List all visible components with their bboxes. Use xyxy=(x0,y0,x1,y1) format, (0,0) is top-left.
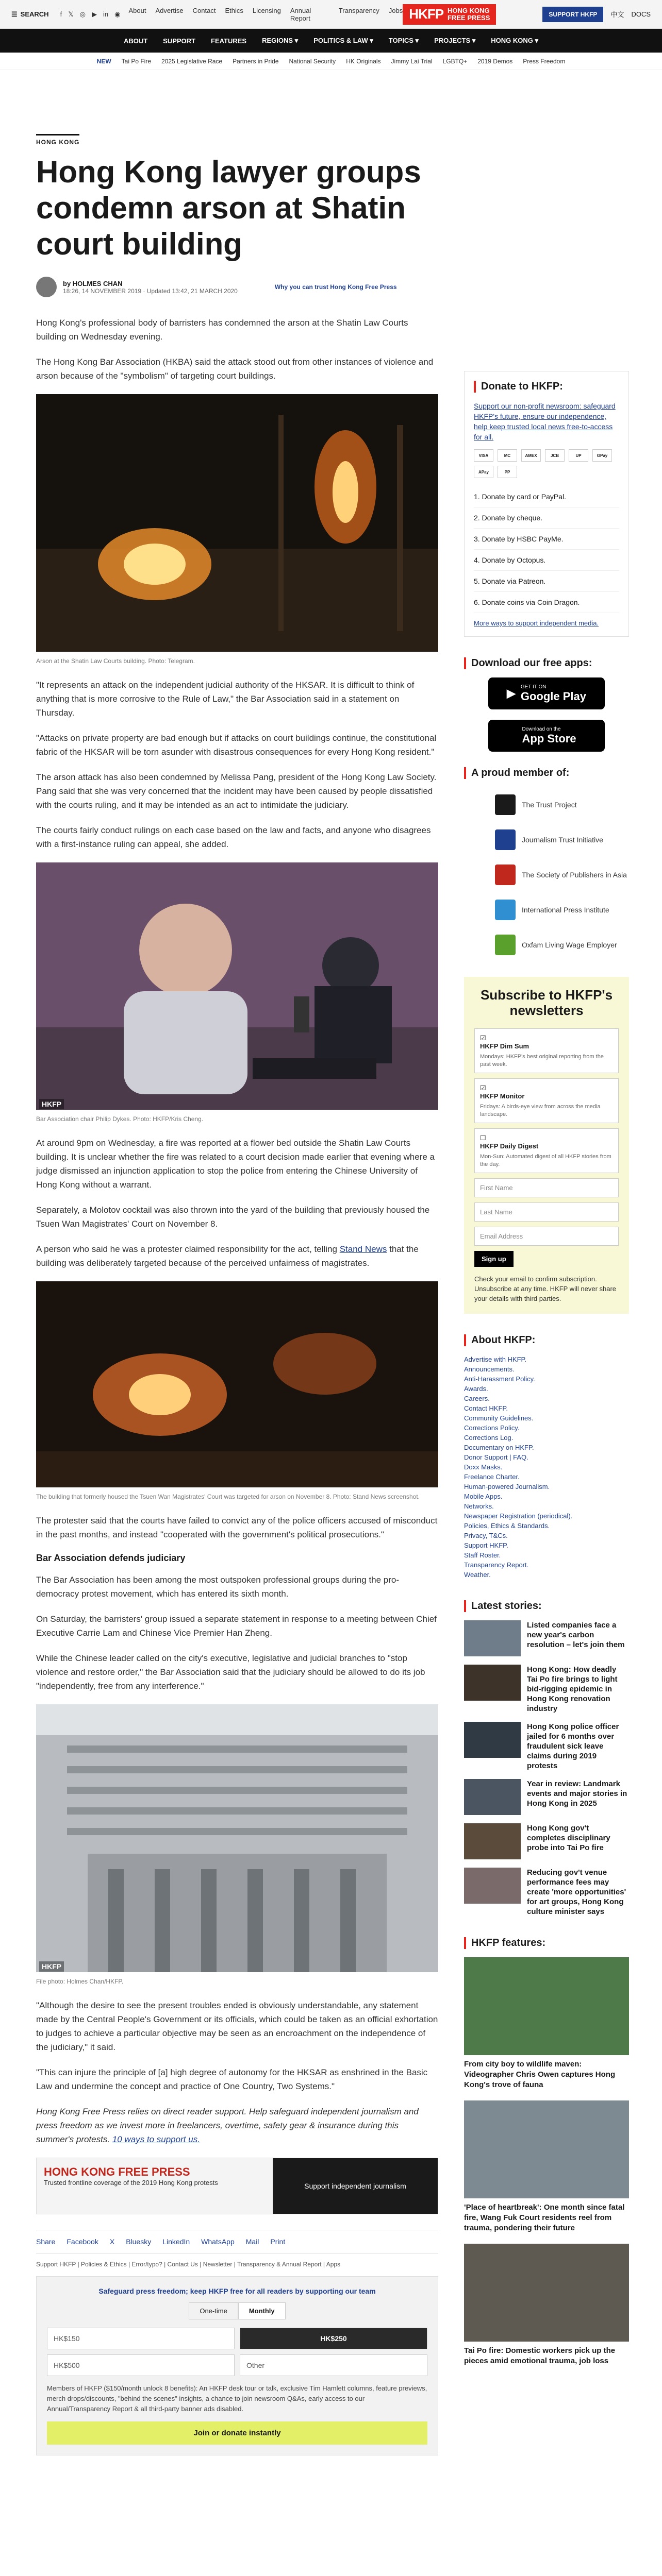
top-link[interactable]: About xyxy=(128,6,146,14)
x-icon[interactable]: 𝕏 xyxy=(68,10,74,18)
story-item[interactable] xyxy=(464,1620,629,1656)
story-item[interactable] xyxy=(464,1779,629,1815)
trending-item[interactable]: 2025 Legislative Race xyxy=(161,57,223,65)
about-link[interactable]: Newspaper Registration (periodical). xyxy=(464,1512,573,1520)
newsletter-option[interactable]: ☑ HKFP Monitor Fridays: A birds-eye view from across the media landscape. xyxy=(474,1078,619,1123)
trust-link[interactable]: Why you can trust Hong Kong Free Press xyxy=(274,283,397,291)
about-link[interactable]: Doxx Masks. xyxy=(464,1463,503,1471)
story-thumb xyxy=(464,1665,521,1701)
hkfp-watermark: HKFP xyxy=(39,1961,64,1972)
paragraph: The courts fairly conduct rulings on each case based on the law and facts, and anyone who disagrees with a first-instance ruling can appeal, she added. xyxy=(36,825,431,849)
donate-note: Members of HKFP ($150/month unlock 8 benefits): An HKFP desk tour or talk, exclusive Tim Hamlett columns, feature previews, merch drops/discounts, "behind the scenes" insights, a chance to join newsroom Q&As, early access to our Annual/Transparency Report & all third-party banner ads disabled. xyxy=(47,2384,427,2413)
top-link[interactable]: Advertise xyxy=(155,6,184,14)
share-link[interactable]: X xyxy=(109,2238,115,2246)
donate-method[interactable]: 4. Donate by Octopus. xyxy=(474,550,619,571)
new-badge: NEW xyxy=(96,57,111,65)
trending-item[interactable]: Press Freedom xyxy=(523,57,566,65)
last-name-field[interactable]: Last Name xyxy=(474,1202,619,1222)
paragraph: Separately, a Molotov cocktail was also thrown into the yard of the building that previously housed the Tsuen Wan Magistrates' Court on November 8. xyxy=(36,1205,430,1229)
amount-option[interactable]: HK$500 xyxy=(47,2354,235,2376)
trending-bar xyxy=(0,53,662,70)
language-link[interactable]: 中文 xyxy=(610,11,624,19)
share-link[interactable]: Share xyxy=(36,2238,56,2246)
share-bar xyxy=(36,2230,438,2253)
linkedin-icon[interactable]: in xyxy=(103,10,109,18)
member-title: A proud member of: xyxy=(464,767,629,779)
nav-item[interactable]: POLITICS & LAW ▾ xyxy=(313,37,373,44)
story-title: Listed companies face a new year's carbon resolution – let's join them xyxy=(527,1621,625,1649)
story-item[interactable] xyxy=(464,1823,629,1859)
paragraph: At around 9pm on Wednesday, a fire was reported at a flower bed outside the Shatin Law Courts building. It is unclear whether the fire was related to a court decision made earlier that evening where a judge dismissed an injunction application to stop the police from entering the Chinese University of Hong Kong without a warrant. xyxy=(36,1138,435,1190)
top-link[interactable]: Annual Report xyxy=(290,6,311,22)
top-right xyxy=(542,7,651,22)
facebook-icon[interactable]: f xyxy=(60,10,62,18)
member-org[interactable] xyxy=(464,787,629,822)
apps-title: Download our free apps: xyxy=(464,657,629,669)
share-link[interactable]: LinkedIn xyxy=(162,2238,190,2246)
main-nav xyxy=(0,29,662,53)
paragraph: The protester said that the courts have failed to convict any of the police officers accused of misconduct in the past months, and instead "cooperated with the government's political prosecutions." xyxy=(36,1516,438,1539)
newsletter-option[interactable]: ☐ HKFP Daily Digest Mon-Sun: Automated digest of all HKFP stories from the day. xyxy=(474,1128,619,1173)
nav-item[interactable]: HONG KONG ▾ xyxy=(491,37,539,44)
hkfp-logo[interactable] xyxy=(403,4,496,25)
app-store-label: App Store xyxy=(522,732,576,745)
photo-caption: Arson at the Shatin Law Courts building. Photo: Telegram. xyxy=(36,657,195,665)
byline xyxy=(36,277,438,297)
logo-mark: HKFP xyxy=(409,6,444,22)
feature-image xyxy=(464,1957,629,2055)
top-bar xyxy=(0,0,662,29)
amount-option[interactable]: Other xyxy=(240,2354,427,2376)
paragraph: The arson attack has also been condemned by Melissa Pang, president of the Hong Kong Law Society. Pang said that she was very concerned that the incident may have been caused by people dissatisfied with the courts ruling, and it may be intended as an act to intimidate the judiciary. xyxy=(36,772,437,810)
about-link[interactable]: Freelance Charter. xyxy=(464,1473,520,1481)
member-name: The Trust Project xyxy=(522,801,577,809)
photo-arson xyxy=(36,394,438,654)
trending-item[interactable]: Jimmy Lai Trial xyxy=(391,57,433,65)
story-item[interactable] xyxy=(464,1722,629,1771)
about-link[interactable]: Careers. xyxy=(464,1395,490,1402)
member-org[interactable] xyxy=(464,892,629,927)
feature-image xyxy=(464,2244,629,2342)
about-link[interactable]: Corrections Log. xyxy=(464,1434,514,1442)
trust-project-logo xyxy=(495,794,516,815)
about-title: About HKFP: xyxy=(464,1334,629,1346)
feature-title: Tai Po fire: Domestic workers pick up the pieces amid emotional trauma, job loss xyxy=(464,2346,616,2365)
story-item[interactable] xyxy=(464,1868,629,1917)
nav-item[interactable]: FEATURES xyxy=(211,37,247,45)
trending-item[interactable]: 2019 Demos xyxy=(477,57,513,65)
instagram-icon[interactable]: ◎ xyxy=(79,10,86,18)
paragraph: "It represents an attack on the independent judicial authority of the HKSAR. It is difficult to think of anything that is more corrosive to the Rule of Law," the Bar Association said in a statement on Thursday. xyxy=(36,680,415,718)
photo-caption: The building that formerly housed the Tsuen Wan Magistrates' Court was targeted for arson on November 8. Photo: Stand News screenshot. xyxy=(36,1493,420,1500)
support-hkfp-button[interactable]: SUPPORT HKFP xyxy=(542,7,603,22)
member-org[interactable] xyxy=(464,822,629,857)
paragraph-text: A person who said he was a protester claimed responsibility for the act, telling xyxy=(36,1244,340,1254)
tsuen-wan-image xyxy=(36,1281,438,1487)
about-link[interactable]: Policies, Ethics & Standards. xyxy=(464,1522,550,1530)
search-button[interactable] xyxy=(11,10,49,19)
trending-item[interactable]: Tai Po Fire xyxy=(121,57,152,65)
about-link[interactable]: Weather. xyxy=(464,1571,491,1579)
article-title: Hong Kong lawyer groups condemn arson at Shatin court building xyxy=(36,155,421,261)
donate-method[interactable]: 5. Donate via Patreon. xyxy=(474,571,619,592)
youtube-icon[interactable]: ▶ xyxy=(92,10,97,18)
court-image xyxy=(36,1704,438,1972)
donate-method[interactable]: 6. Donate coins via Coin Dragon. xyxy=(474,592,619,613)
logo-words-1: HONG KONG xyxy=(448,6,490,14)
about-link[interactable]: Transparency Report. xyxy=(464,1561,529,1569)
card-icon: GPay xyxy=(592,449,612,462)
paragraph xyxy=(36,1242,438,1270)
subheading: Bar Association defends judiciary xyxy=(36,1553,186,1563)
features-title: HKFP features: xyxy=(464,1937,629,1949)
card-icon: VISA xyxy=(474,449,493,462)
about-link[interactable]: Support HKFP. xyxy=(464,1541,508,1549)
story-title: Hong Kong police officer jailed for 6 months over fraudulent sick leave claims during 2019 protests xyxy=(527,1722,619,1770)
nav-item[interactable]: REGIONS ▾ xyxy=(262,37,299,44)
latest-stories xyxy=(464,1620,629,1917)
donate-method[interactable]: 3. Donate by HSBC PayMe. xyxy=(474,529,619,550)
about-link[interactable]: Anti-Harassment Policy. xyxy=(464,1375,535,1383)
top-link[interactable]: Contact xyxy=(192,6,216,14)
story-thumb xyxy=(464,1779,521,1815)
paragraph: "Although the desire to see the present troubles ended is obviously understandable, any statement made by the Central People's Government or its officials, which could be taken as an official exhortation to judges to achieve a particular objective may be seen as an encroachment on the independence of the judiciary," it said. xyxy=(36,2001,438,2052)
card-icon: JCB xyxy=(545,449,565,462)
newsletter-name: HKFP Monitor xyxy=(480,1092,525,1100)
feature-image xyxy=(464,2100,629,2198)
paragraph: Hong Kong's professional body of barristers has condemned the arson at the Shatin Law Courts building on Wednesday evening. xyxy=(36,318,408,342)
photo-dykes xyxy=(36,862,438,1112)
paragraph: On Saturday, the barristers' group issued a separate statement in response to a meeting between Chief Executive Carrie Lam and Chinese Vice Premier Han Zheng. xyxy=(36,1614,437,1638)
trending-item[interactable]: HK Originals xyxy=(346,57,381,65)
jti-logo xyxy=(495,829,516,850)
menu-icon: ☰ xyxy=(11,10,18,18)
logo-words xyxy=(448,7,490,22)
donate-method[interactable]: 1. Donate by card or PayPal. xyxy=(474,486,619,507)
google-play-label: Google Play xyxy=(520,689,587,703)
member-name: International Press Institute xyxy=(522,906,609,914)
donate-box xyxy=(36,2276,438,2455)
share-link[interactable]: Facebook xyxy=(67,2238,98,2246)
about-link[interactable]: Documentary on HKFP. xyxy=(464,1444,534,1451)
newsletter-name: HKFP Daily Digest xyxy=(480,1142,539,1150)
feature-item[interactable] xyxy=(464,1957,629,2090)
app-store-text xyxy=(522,726,576,745)
amount-options xyxy=(47,2328,427,2376)
stand-news-link[interactable]: Stand News xyxy=(339,1244,387,1254)
about-link[interactable]: Advertise with HKFP. xyxy=(464,1355,527,1363)
app-store-button[interactable] xyxy=(488,720,605,752)
newsletter-desc: Mon-Sun: Automated digest of all HKFP stories from the day. xyxy=(480,1154,611,1167)
about-link[interactable]: Corrections Policy. xyxy=(464,1424,520,1432)
footer-links[interactable]: Support HKFP | Policies & Ethics | Error/typo? | Contact Us | Newsletter | Transparency & Annual Report | Apps xyxy=(36,2261,341,2268)
donate-method[interactable]: 2. Donate by cheque. xyxy=(474,507,619,529)
photo-court xyxy=(36,1704,438,1975)
donate-title: Donate to HKFP: xyxy=(474,381,619,393)
share-link[interactable]: WhatsApp xyxy=(201,2238,235,2246)
section-label[interactable]: HONG KONG xyxy=(36,134,79,146)
hkfp-banner[interactable] xyxy=(36,2158,438,2214)
card-icon: UP xyxy=(569,449,588,462)
author-avatar xyxy=(36,277,57,297)
app-store-small: Download on the xyxy=(522,726,561,732)
about-link[interactable]: Announcements. xyxy=(464,1365,515,1373)
about-link[interactable]: Human-powered Journalism. xyxy=(464,1483,550,1490)
banner-subtitle: Trusted frontline coverage of the 2019 Hong Kong protests xyxy=(44,2179,218,2187)
about-link[interactable]: Awards. xyxy=(464,1385,488,1393)
docs-link[interactable]: DOCS xyxy=(631,10,651,18)
about-link[interactable]: Donor Support | FAQ. xyxy=(464,1453,528,1461)
about-link[interactable]: Networks. xyxy=(464,1502,494,1510)
paragraph-text: that the building was deliberately targeted because of the perceived unfairness of magistrates. xyxy=(36,1244,419,1268)
sopa-logo xyxy=(495,865,516,885)
story-title: Hong Kong gov't completes disciplinary probe into Tai Po fire xyxy=(527,1824,610,1852)
logo-words-2: FREE PRESS xyxy=(448,13,490,22)
photo-tsuen-wan xyxy=(36,1281,438,1490)
card-icon: MC xyxy=(498,449,517,462)
newsletter-desc: Fridays: A birds-eye view from across the media landscape. xyxy=(480,1104,601,1117)
trending-item[interactable]: LGBTQ+ xyxy=(442,57,468,65)
share-link[interactable]: Print xyxy=(270,2238,286,2246)
story-title: Hong Kong: How deadly Tai Po fire brings to light bid-rigging epidemic in Hong Kong renovation industry xyxy=(527,1665,618,1713)
story-title: Year in review: Landmark events and major stories in Hong Kong in 2025 xyxy=(527,1780,627,1808)
feature-item[interactable] xyxy=(464,2100,629,2233)
nav-item[interactable]: SUPPORT xyxy=(163,37,195,45)
ipi-logo xyxy=(495,900,516,920)
about-links xyxy=(464,1354,629,1580)
story-thumb xyxy=(464,1868,521,1904)
top-link[interactable]: Ethics xyxy=(225,6,243,14)
paragraph: "This can injure the principle of [a] high degree of autonomy for the HKSAR as enshrined in the Basic Law and undermine the concept and practice of One Country, Two Systems." xyxy=(36,2067,428,2091)
feature-title: From city boy to wildlife maven: Videographer Chris Owen captures Hong Kong's trove of fauna xyxy=(464,2060,616,2089)
nav-item[interactable]: TOPICS ▾ xyxy=(388,37,419,44)
about-link[interactable]: Mobile Apps. xyxy=(464,1493,503,1500)
newsletter-title: Subscribe to HKFP's newsletters xyxy=(480,987,613,1018)
amount-option-selected[interactable]: HK$250 xyxy=(240,2328,427,2349)
share-link[interactable]: Bluesky xyxy=(126,2238,152,2246)
top-link[interactable]: Jobs xyxy=(388,6,403,14)
paragraph: "Attacks on private property are bad enough but if attacks on court buildings continue, the constitutional fabric of the HKSAR will be torn asunder with disastrous consequences for every Hong Kong resident." xyxy=(36,733,437,757)
dykes-image xyxy=(36,862,438,1110)
card-icon: APay xyxy=(474,466,493,478)
trending-item[interactable]: Partners in Pride xyxy=(233,57,279,65)
more-ways-link[interactable]: More ways to support independent media. xyxy=(474,619,599,627)
latest-title: Latest stories: xyxy=(464,1600,629,1612)
trending-item[interactable]: National Security xyxy=(289,57,336,65)
google-play-button[interactable] xyxy=(488,677,605,709)
member-name: Journalism Trust Initiative xyxy=(522,836,603,844)
nav-item[interactable]: PROJECTS ▾ xyxy=(434,37,476,44)
hkfp-watermark: HKFP xyxy=(39,1099,64,1109)
story-thumb xyxy=(464,1823,521,1859)
top-link[interactable]: Licensing xyxy=(252,6,281,14)
publish-date: 18:26, 14 NOVEMBER 2019 · Updated 13:42, 21 MARCH 2020 xyxy=(63,287,238,295)
story-thumb xyxy=(464,1620,521,1656)
about-link[interactable]: Privacy, T&Cs. xyxy=(464,1532,508,1539)
amount-option[interactable]: HK$150 xyxy=(47,2328,235,2349)
first-name-field[interactable]: First Name xyxy=(474,1178,619,1197)
support-link[interactable]: 10 ways to support us. xyxy=(112,2134,200,2144)
newsletter-name: HKFP Dim Sum xyxy=(480,1042,529,1050)
arson-image xyxy=(36,394,438,652)
support-paragraph xyxy=(36,2105,438,2146)
photo-caption: Bar Association chair Philip Dykes. Photo: HKFP/Kris Cheng. xyxy=(36,1115,204,1123)
oxfam-logo xyxy=(495,935,516,955)
nav-item[interactable]: ABOUT xyxy=(123,37,148,45)
sidebar xyxy=(464,371,629,2377)
photo-caption: File photo: Holmes Chan/HKFP. xyxy=(36,1978,124,1985)
google-play-text xyxy=(521,684,586,703)
story-title: Reducing gov't venue performance fees may create 'more opportunities' for art groups, Hong Kong culture minister says xyxy=(527,1868,626,1916)
donate-heading: Safeguard press freedom; keep HKFP free for all readers by supporting our team xyxy=(98,2287,376,2295)
member-name: The Society of Publishers in Asia xyxy=(522,871,627,879)
newsletter-desc: Mondays: HKFP's best original reporting from the past week. xyxy=(480,1054,604,1067)
paragraph: The Hong Kong Bar Association (HKBA) said the attack stood out from other instances of violence and arson because of the "symbolism" of targeting court buildings. xyxy=(36,357,434,381)
member-name: Oxfam Living Wage Employer xyxy=(522,941,617,949)
banner-cta[interactable]: Support independent journalism xyxy=(273,2158,438,2214)
frequency-toggle xyxy=(47,2302,427,2319)
social-links xyxy=(60,10,121,19)
monthly-option[interactable]: Monthly xyxy=(238,2302,286,2319)
author-name[interactable]: by HOLMES CHAN xyxy=(63,279,123,287)
donate-button[interactable]: Join or donate instantly xyxy=(47,2421,427,2445)
donate-intro[interactable]: Support our non-profit newsroom: safeguard HKFP's future, ensure our independence, help keep trusted local news free-to-access for all. xyxy=(474,402,616,441)
banner-title: HONG KONG FREE PRESS xyxy=(44,2165,190,2178)
search-label: SEARCH xyxy=(20,10,49,18)
top-link[interactable]: Transparency xyxy=(338,6,379,14)
feature-title: 'Place of heartbreak': One month since fatal fire, Wang Fuk Court residents reel from trauma, pondering their future xyxy=(464,2203,625,2232)
newsletter-box xyxy=(464,977,629,1314)
paragraph: The Bar Association has been among the most outspoken professional groups during the pro-democracy protest movement, which has entered its sixth month. xyxy=(36,1575,400,1599)
feature-item[interactable] xyxy=(464,2244,629,2366)
member-org[interactable] xyxy=(464,857,629,892)
story-thumb xyxy=(464,1722,521,1758)
about-link[interactable]: Community Guidelines. xyxy=(464,1414,534,1422)
member-org[interactable] xyxy=(464,927,629,962)
card-icon: AMEX xyxy=(521,449,541,462)
paragraph: While the Chinese leader called on the city's executive, legislative and judicial branches to "stop violence and restore order," the Bar Association said that the judiciary should be allowed to do its job "independently, free from any interference." xyxy=(36,1653,425,1691)
article xyxy=(36,134,438,2455)
donate-panel xyxy=(464,371,629,637)
rss-icon[interactable]: ◉ xyxy=(114,10,121,18)
top-links xyxy=(128,7,403,22)
newsletter-option[interactable]: ☑ HKFP Dim Sum Mondays: HKFP's best original reporting from the past week. xyxy=(474,1028,619,1073)
google-play-small: GET IT ON xyxy=(520,684,547,690)
share-link[interactable]: Mail xyxy=(245,2238,259,2246)
card-icon: PP xyxy=(498,466,517,478)
about-link[interactable]: Contact HKFP. xyxy=(464,1404,508,1412)
email-field[interactable]: Email Address xyxy=(474,1227,619,1246)
signup-button[interactable]: Sign up xyxy=(474,1251,514,1267)
donate-methods xyxy=(474,486,619,613)
about-link[interactable]: Staff Roster. xyxy=(464,1551,501,1559)
payment-cards xyxy=(474,449,619,478)
story-item[interactable] xyxy=(464,1665,629,1714)
paragraph-text: Hong Kong Free Press relies on direct reader support. Help safeguard independent journalism and press freedom as we invest more in freelancers, overtime, safety gear & insurance during this summer's protests. xyxy=(36,2107,419,2144)
one-time-option[interactable]: One-time xyxy=(189,2302,238,2319)
google-play-icon: ▶ xyxy=(506,687,516,700)
newsletter-note: Check your email to confirm subscription. Unsubscribe at any time. HKFP will never share your details with third parties. xyxy=(474,1275,617,1302)
